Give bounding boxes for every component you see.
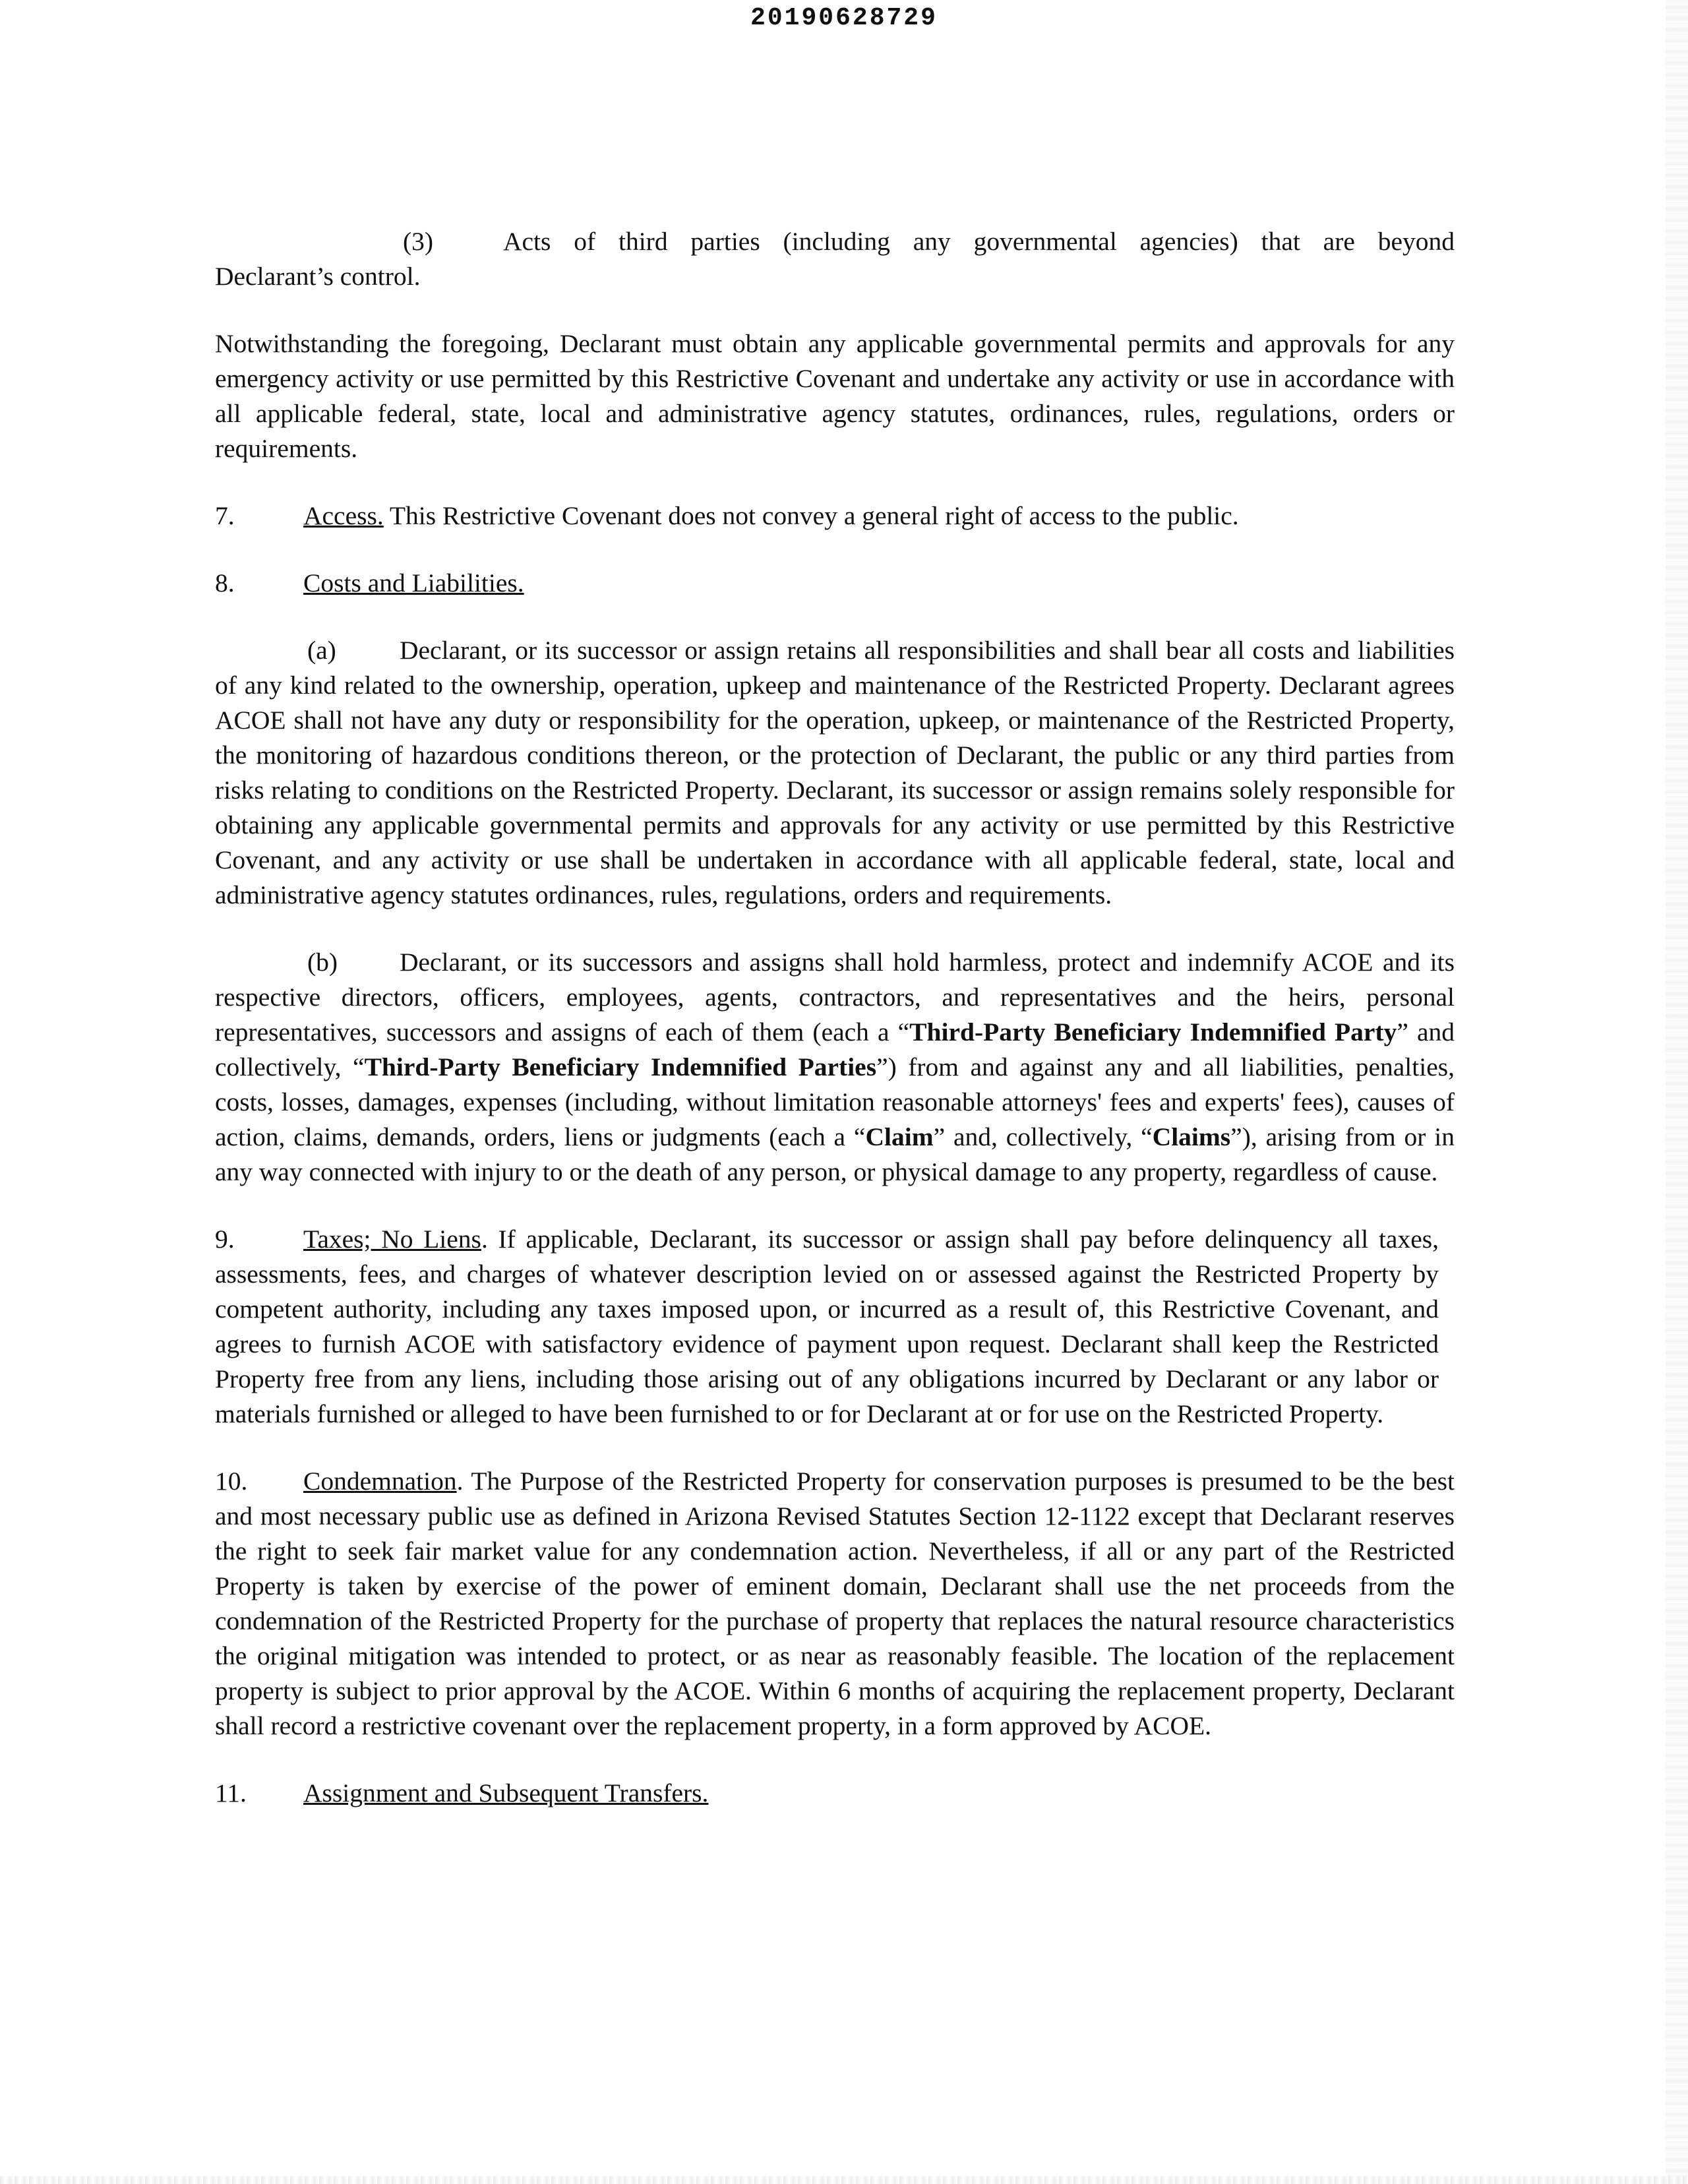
defined-term-indemnified-party: Third-Party Beneficiary Indemnified Party xyxy=(909,1017,1397,1046)
section-11-number: 11. xyxy=(215,1778,247,1807)
subparagraph-b-text-5: ”), arising from or in any way connected with injury to or the death of any person, or physical damage to any property, regardless of cause. xyxy=(215,1122,1455,1186)
subparagraph-a-text: Declarant, or its successor or assign retains all responsibilities and shall bear all costs and liabilities of any kind related to the ownership, operation, upkeep and maintenance of the Restricted Property. Declarant agrees ACOE shall not have any duty or responsibility for the operation, upkeep, or maintenance of the Restricted Property, the monitoring of hazardous conditions thereon, or the protection of Declarant, the public or any third parties from risks relating to conditions on the Restricted Property. Declarant, its successor or assign remains solely responsible for obtaining any applicable governmental permits and approvals for any activity or use permitted by this Restrictive Covenant, and any activity or use shall be undertaken in accordance with all applicable federal, state, local and administrative agency statutes ordinances, rules, regulations, orders and requirements. xyxy=(215,636,1455,909)
section-9-number: 9. xyxy=(215,1225,235,1254)
section-9-heading: Taxes; No Liens xyxy=(303,1225,481,1254)
scan-edge-right xyxy=(1666,0,1688,2184)
section-9 xyxy=(215,1222,1455,1432)
defined-term-claim: Claim xyxy=(865,1122,934,1151)
section-7 xyxy=(215,499,1455,533)
section-6-subparagraph-3 xyxy=(215,224,1455,294)
section-11-heading: Assignment and Subsequent Transfers. xyxy=(303,1778,709,1807)
scan-edge-bottom xyxy=(0,2176,1688,2184)
recording-number: 20190628729 xyxy=(750,4,938,32)
subparagraph-3-label: (3) xyxy=(403,227,434,256)
notwithstanding-paragraph: Notwithstanding the foregoing, Declarant must obtain any applicable governmental permits and approvals for any emergency activity or use permitted by this Restrictive Covenant and undertake any activity or use in accordance with all applicable federal, state, local and administrative agency statutes, ordinances, rules, regulations, orders or requirements. xyxy=(215,329,1455,463)
subparagraph-b-text-4: ” and, collectively, “ xyxy=(933,1122,1153,1151)
subparagraph-b-text-3: ”) from and against any and all liabilities, penalties, costs, losses, damages, expenses (including, without limitation reasonable attorneys' fees and experts' fees), causes of action, claims, demands, orders, liens or judgments (each a “ xyxy=(215,1052,1455,1151)
section-11 xyxy=(215,1776,1455,1811)
section-8-heading: Costs and Liabilities. xyxy=(303,568,524,597)
section-8-number: 8. xyxy=(215,568,235,597)
section-10-heading: Condemnation xyxy=(303,1467,457,1496)
defined-term-indemnified-parties: Third-Party Beneficiary Indemnified Parties xyxy=(364,1052,877,1081)
section-7-number: 7. xyxy=(215,501,235,530)
section-10-text: . The Purpose of the Restricted Property for conservation purposes is presumed to be the best and most necessary public use as defined in Arizona Revised Statutes Section 12-1122 except that Declarant reserves the right to seek fair market value for any condemnation action. Nevertheless, if all or any part of the Restricted Property is taken by exercise of the power of eminent domain, Declarant shall use the net proceeds from the condemnation of the Restricted Property for the purchase of property that replaces the natural resource characteristics the original mitigation was intended to protect, or as near as reasonably feasible. The location of the replacement property is subject to prior approval by the ACOE. Within 6 months of acquiring the replacement property, Declarant shall record a restrictive covenant over the replacement property, in a form approved by ACOE. xyxy=(215,1467,1455,1740)
subparagraph-b-label: (b) xyxy=(307,948,338,977)
defined-term-claims: Claims xyxy=(1152,1122,1231,1151)
subparagraph-a-label: (a) xyxy=(307,636,336,665)
subparagraph-b-text-2: ” and collectively, “ xyxy=(215,1017,1455,1081)
section-7-heading: Access. xyxy=(303,501,384,530)
section-8 xyxy=(215,566,1455,601)
section-9-text: . If applicable, Declarant, its successor or assign shall pay before delinquency all taxes, assessments, fees, and charges of whatever description levied on or assessed against the Restricted Property by competent authority, including any taxes imposed upon, or incurred as a result of, this Restrictive Covenant, and agrees to furnish ACOE with satisfactory evidence of payment upon request. Declarant shall keep the Restricted Property free from any liens, including those arising out of any obligations incurred by Declarant or any labor or materials furnished or alleged to have been furnished to or for Declarant at or for use on the Restricted Property. xyxy=(215,1225,1439,1428)
section-10-number: 10. xyxy=(215,1467,248,1496)
subparagraph-3-text-1: Acts of third parties (including any governmental agencies) that are beyond xyxy=(503,227,1455,256)
section-7-text: This Restrictive Covenant does not convey a general right of access to the public. xyxy=(383,501,1239,530)
section-8-subparagraph-b xyxy=(215,945,1455,1190)
document-body xyxy=(215,224,1455,1843)
section-10 xyxy=(215,1464,1455,1744)
subparagraph-3-line-1 xyxy=(215,224,1455,259)
section-8-subparagraph-a xyxy=(215,633,1455,913)
subparagraph-b-text-1: Declarant, or its successors and assigns shall hold harmless, protect and indemnify ACOE and its respective directors, officers, employees, agents, contractors, and representatives and the heirs, personal representatives, successors and assigns of each of them (each a “ xyxy=(215,948,1455,1046)
subparagraph-3-line-2: Declarant’s control. xyxy=(215,262,421,291)
